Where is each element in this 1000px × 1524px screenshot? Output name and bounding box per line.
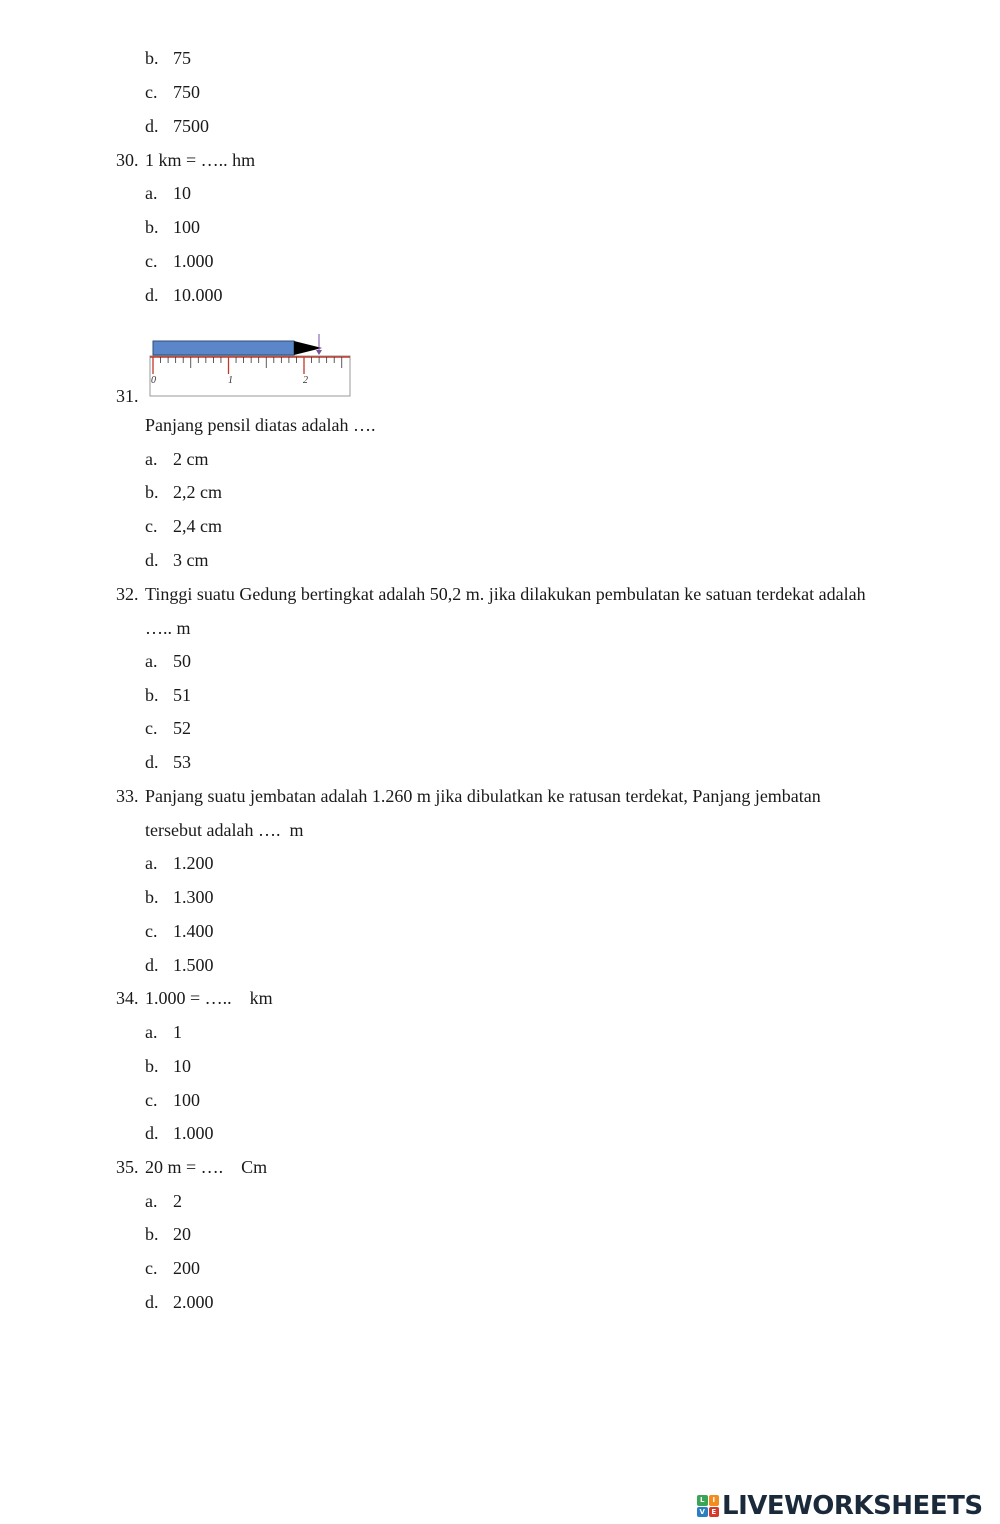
option-text: 2 <box>173 1191 182 1211</box>
question-text: Tinggi suatu Gedung bertingkat adalah 50,2 m. jika dilakukan pembulatan ke satuan terdekat adalah <box>145 584 866 604</box>
option-letter: b. <box>145 1224 159 1244</box>
option-letter: c. <box>145 251 158 271</box>
option-letter: d. <box>145 285 159 305</box>
liveworksheets-logo-icon <box>697 1495 719 1517</box>
question-text: 20 m = …. Cm <box>145 1157 268 1177</box>
option-text: 200 <box>173 1258 200 1278</box>
option-text: 1.000 <box>173 1123 214 1143</box>
question-text-continued: tersebut adalah …. m <box>145 820 304 840</box>
pencil-ruler-figure <box>146 330 356 400</box>
option-letter: b. <box>145 217 159 237</box>
option-letter: c. <box>145 82 158 102</box>
option-text: 1.300 <box>173 887 214 907</box>
option-letter: d. <box>145 752 159 772</box>
option-letter: b. <box>145 482 159 502</box>
option-letter: c. <box>145 921 158 941</box>
option-text: 1.200 <box>173 853 214 873</box>
liveworksheets-logo[interactable] <box>697 1489 983 1523</box>
option-text: 10 <box>173 1056 191 1076</box>
question-text: Panjang suatu jembatan adalah 1.260 m jika dibulatkan ke ratusan terdekat, Panjang jembatan <box>145 786 821 806</box>
option-letter: b. <box>145 887 159 907</box>
option-letter: a. <box>145 449 158 469</box>
option-letter: d. <box>145 1292 159 1312</box>
logo-mark-cell: V <box>697 1507 708 1518</box>
option-text: 52 <box>173 718 191 738</box>
option-letter: c. <box>145 516 158 536</box>
question-number: 30. <box>116 150 139 170</box>
option-text: 53 <box>173 752 191 772</box>
option-text: 100 <box>173 217 200 237</box>
option-letter: c. <box>145 1090 158 1110</box>
option-text: 750 <box>173 82 200 102</box>
option-text: 10.000 <box>173 285 223 305</box>
option-text: 2,2 cm <box>173 482 222 502</box>
option-text: 2.000 <box>173 1292 214 1312</box>
option-text: 1.400 <box>173 921 214 941</box>
ruler-label-1: 1 <box>228 375 233 386</box>
question-text-continued: ….. m <box>145 618 191 638</box>
question-text: 1.000 = ….. km <box>145 988 273 1008</box>
question-text: 1 km = ….. hm <box>145 150 256 170</box>
option-letter: a. <box>145 1191 158 1211</box>
option-text: 1 <box>173 1022 182 1042</box>
option-text: 100 <box>173 1090 200 1110</box>
ruler-label-2: 2 <box>303 375 308 386</box>
question-number: 35. <box>116 1157 139 1177</box>
option-text: 75 <box>173 48 191 68</box>
option-letter: b. <box>145 685 159 705</box>
option-text: 20 <box>173 1224 191 1244</box>
question-number: 34. <box>116 988 139 1008</box>
option-text: 7500 <box>173 116 209 136</box>
ruler-body <box>150 356 350 396</box>
option-text: 2 cm <box>173 449 209 469</box>
question-text: Panjang pensil diatas adalah …. <box>145 415 376 435</box>
option-letter: a. <box>145 183 158 203</box>
option-letter: a. <box>145 853 158 873</box>
option-text: 51 <box>173 685 191 705</box>
logo-mark-cell: L <box>697 1495 708 1506</box>
option-letter: b. <box>145 48 159 68</box>
option-text: 10 <box>173 183 191 203</box>
option-letter: d. <box>145 116 159 136</box>
measurement-arrow <box>316 350 322 355</box>
question-number: 33. <box>116 786 139 806</box>
option-letter: a. <box>145 651 158 671</box>
option-text: 1.000 <box>173 251 214 271</box>
option-letter: d. <box>145 955 159 975</box>
question-number: 31. <box>116 386 139 406</box>
option-letter: c. <box>145 718 158 738</box>
option-text: 3 cm <box>173 550 209 570</box>
option-letter: a. <box>145 1022 158 1042</box>
option-text: 2,4 cm <box>173 516 222 536</box>
option-text: 1.500 <box>173 955 214 975</box>
pencil-body <box>153 341 294 355</box>
option-text: 50 <box>173 651 191 671</box>
logo-mark-cell: I <box>709 1495 720 1506</box>
logo-text: LIVEWORKSHEETS <box>722 1491 983 1521</box>
option-letter: b. <box>145 1056 159 1076</box>
question-number: 32. <box>116 584 139 604</box>
logo-mark-cell: E <box>709 1507 720 1518</box>
option-letter: d. <box>145 1123 159 1143</box>
option-letter: c. <box>145 1258 158 1278</box>
option-letter: d. <box>145 550 159 570</box>
ruler-label-0: 0 <box>151 375 156 386</box>
